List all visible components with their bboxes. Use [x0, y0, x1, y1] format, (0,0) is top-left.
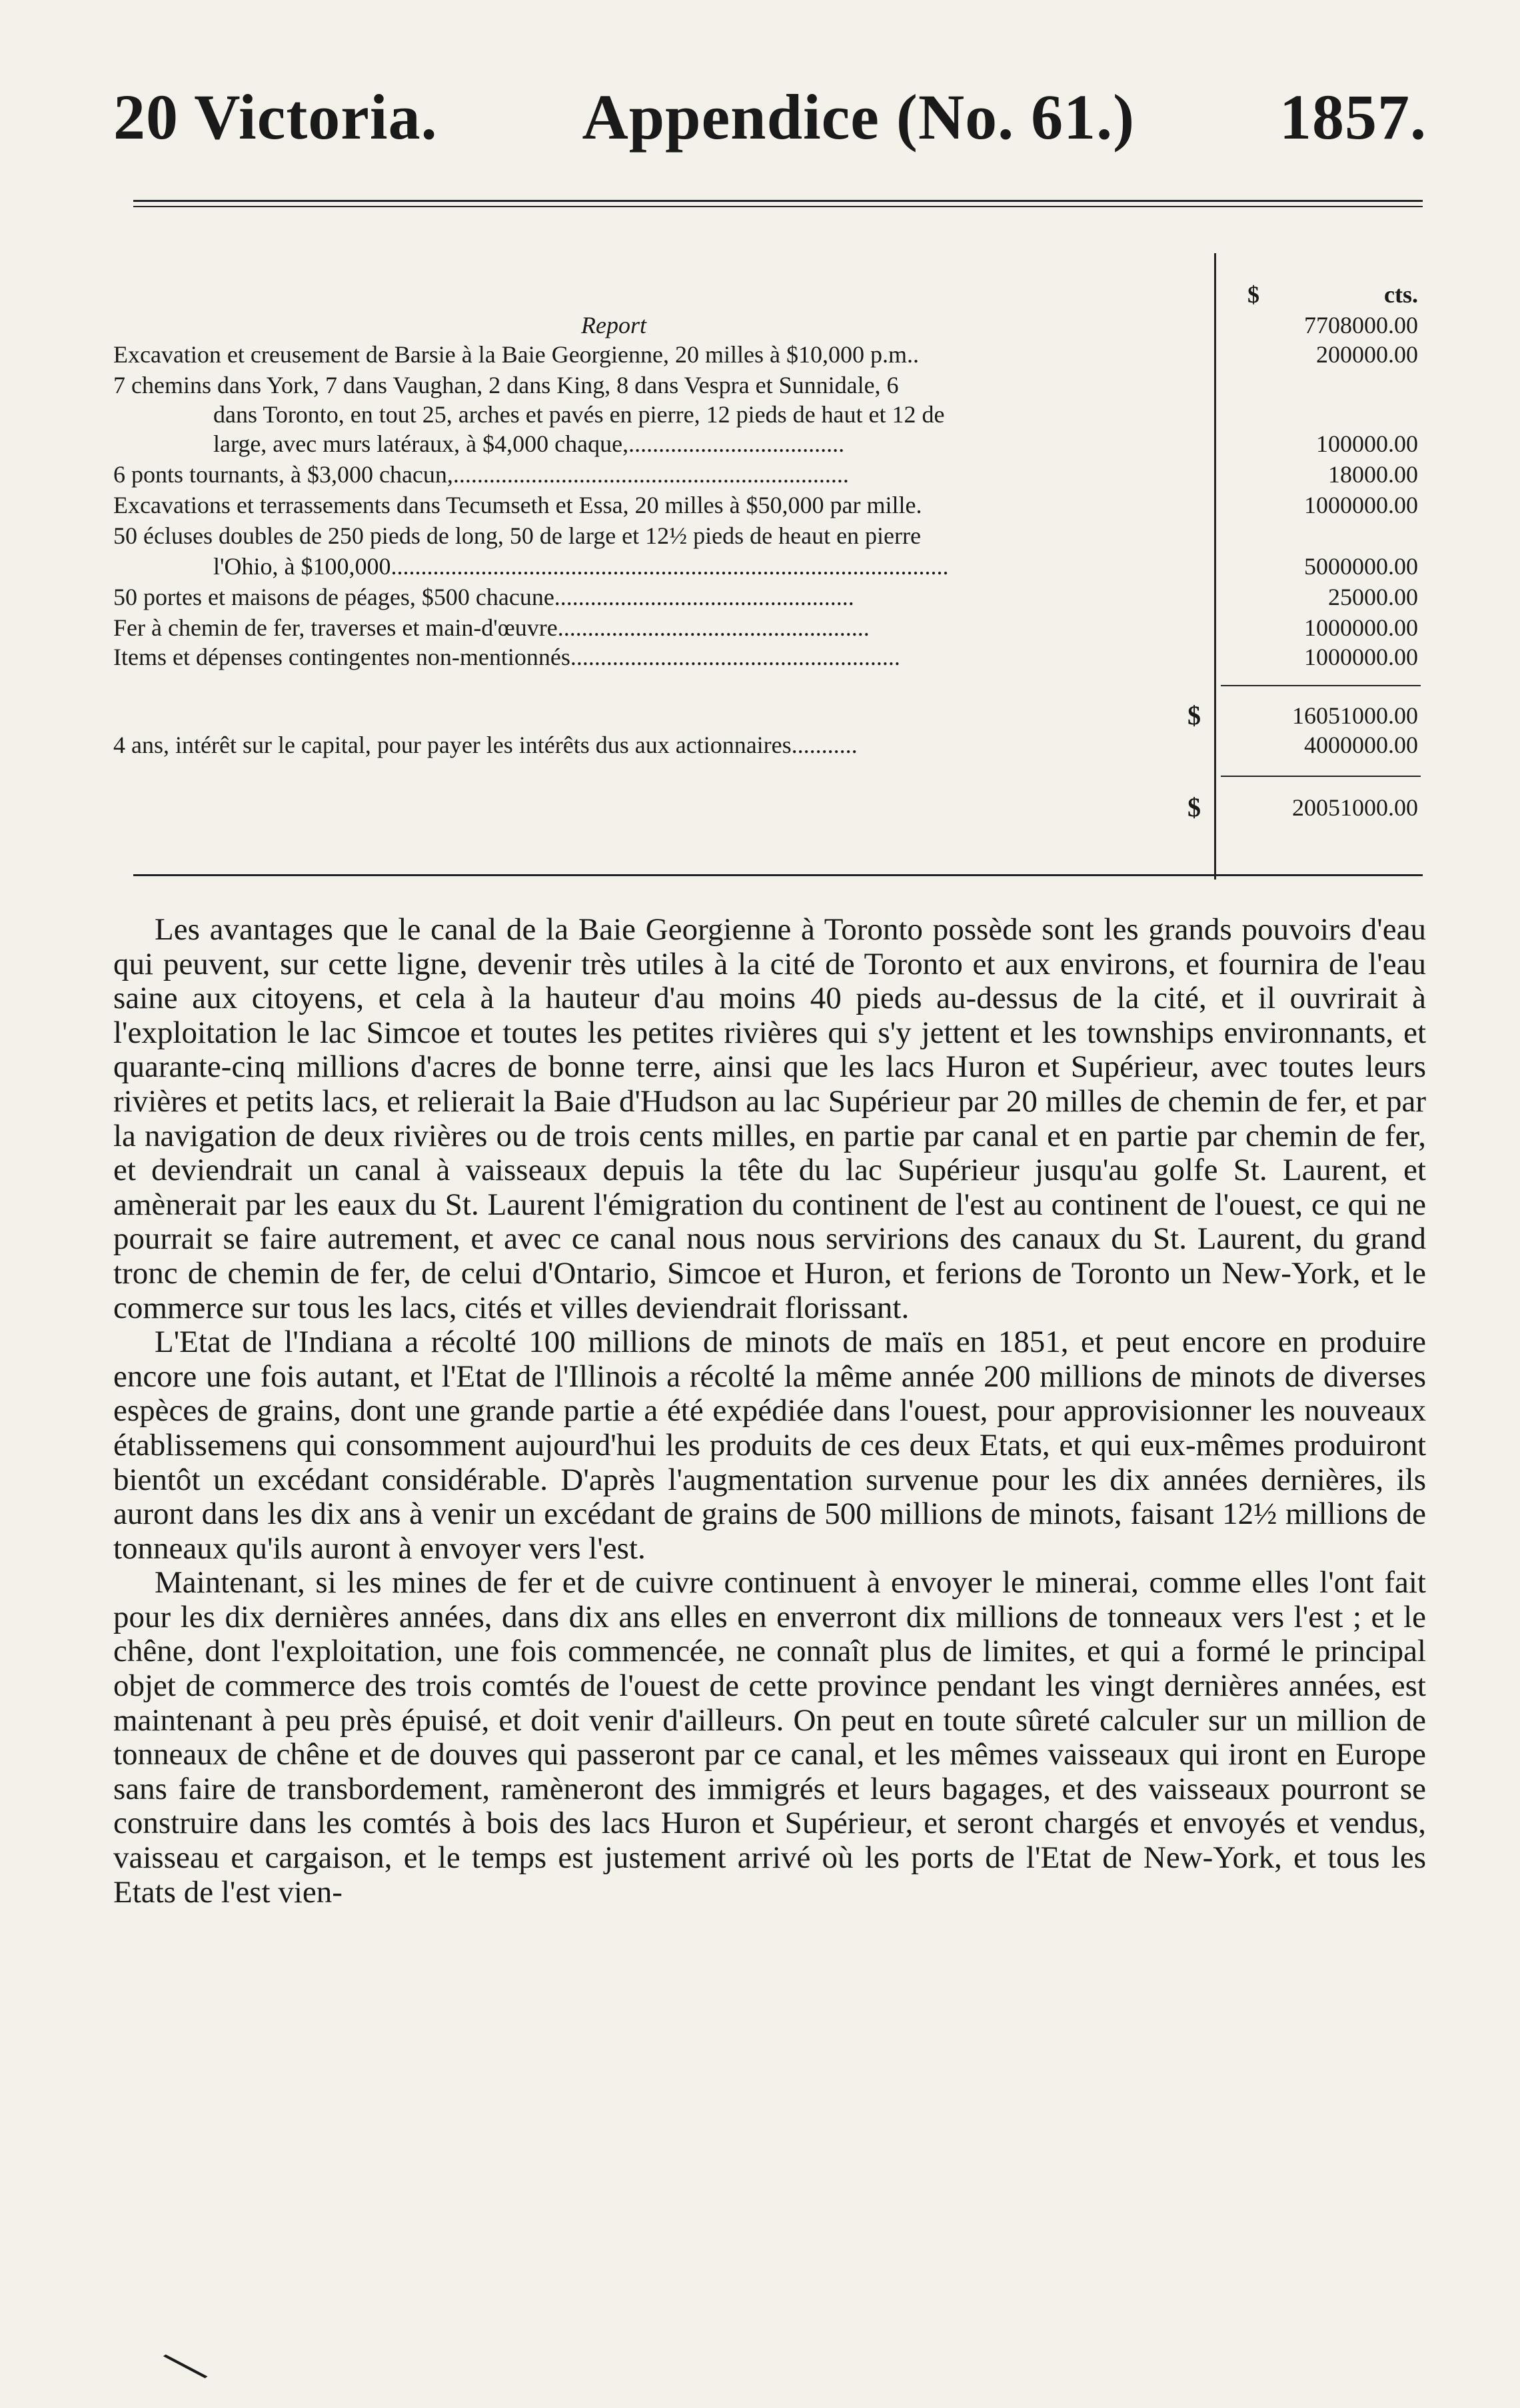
page-header [113, 80, 1427, 154]
row-desc: 50 portes et maisons de péages, $500 chacune.................................................. [113, 584, 854, 610]
row-desc: 50 écluses doubles de 250 pieds de long, 50 de large et 12½ pieds de heaut en pierre [113, 522, 921, 549]
header-year: 1857. [1279, 81, 1427, 153]
header-rule [133, 200, 1423, 207]
row-desc: dans Toronto, en tout 25, arches et pavés en pierre, 12 pieds de haut et 12 de [213, 401, 945, 428]
cents-head: cts. [1384, 281, 1418, 308]
total-symbol: $ [1187, 792, 1201, 822]
subtotal-rule [1221, 685, 1421, 686]
row-desc: Items et dépenses contingentes non-mentionnés....................................................... [113, 644, 900, 670]
row-amount: 18000.00 [1328, 461, 1418, 488]
column-divider [1214, 253, 1216, 880]
total-rule [1221, 776, 1421, 777]
paragraph: L'Etat de l'Indiana a récolté 100 millions de minots de maïs en 1851, et peut encore en produire encore une fois autant, et l'Etat de l'Illinois a récolté la même année 200 millions de minots de diverses espèces de grains, dont une grande partie a été expédiée dans l'ouest, pour approvisionner les nouveaux établissemens qui consomment aujourd'hui les produits de ces deux Etats, et qui eux-mêmes produiront bientôt un excédant considérable. D'après l'augmentation survenue pour les dix années dernières, ils auront dans les dix ans à venir un excédant de grains de 500 millions de minots, faisant 12½ millions de tonneaux qu'ils auront à envoyer vers l'est. [113, 1325, 1426, 1566]
row-desc: Fer à chemin de fer, traverses et main-d'œuvre.................................................... [113, 614, 870, 641]
paragraph: Maintenant, si les mines de fer et de cuivre continuent à envoyer le minerai, comme elles l'ont fait pour les dix dernières années, dans dix ans elles en enverront dix millions de tonneaux vers l'est ; et le chêne, dont l'exploitation, une fois commencée, ne connaît plus de limites, et qui a formé le principal objet de commerce des trois comtés de l'ouest de cette province pendant les vingt dernières années, est maintenant à peu près épuisé, et doit venir d'ailleurs. On peut en toute sûreté calculer sur un million de tonneaux de chêne et de douves qui passeront par ce canal, et les mêmes vaisseaux qui iront en Europe sans faire de transbordement, ramèneront des immigrés et leurs bagages, et des vaisseaux pourront se construire dans les comtés à bois des lacs Huron et Supérieur, et seront chargés et envoyés et vendus, vaisseau et cargaison, et le temps est justement arrivé où les ports de l'Etat de New-York, et tous les Etats de l'est vien- [113, 1565, 1426, 1910]
row-desc: large, avec murs latéraux, à $4,000 chaque,.................................... [213, 430, 845, 457]
interest-desc: 4 ans, intérêt sur le capital, pour payer les intérêts dus aux actionnaires........... [113, 732, 858, 758]
row-amount: 200000.00 [1316, 341, 1418, 368]
row-amount: 7708000.00 [1304, 312, 1418, 338]
row-amount: 1000000.00 [1304, 492, 1418, 518]
row-desc: l'Ohio, à $100,000............................................................................................. [213, 553, 949, 580]
row-amount: 1000000.00 [1304, 614, 1418, 641]
body-text [113, 913, 1426, 1910]
total-amount: 20051000.00 [1292, 794, 1418, 821]
interest-amount: 4000000.00 [1304, 732, 1418, 758]
row-desc: 7 chemins dans York, 7 dans Vaughan, 2 dans King, 8 dans Vespra et Sunnidale, 6 [113, 372, 899, 398]
row-desc: Excavations et terrassements dans Tecumseth et Essa, 20 milles à $50,000 par mille. [113, 492, 922, 518]
paragraph: Les avantages que le canal de la Baie Georgienne à Toronto possède sont les grands pouvoirs d'eau qui peuvent, sur cette ligne, devenir très utiles à la cité de Toronto et aux environs, et fournira de l'eau saine aux citoyens, et cela à la hauteur d'au moins 40 pieds au-dessus de la cité, et il ouvrirait à l'exploitation le lac Simcoe et toutes les petites rivières qui s'y jettent et les townships environnants, et quarante-cinq millions d'acres de bonne terre, ainsi que les lacs Huron et Supérieur, avec toutes leurs rivières et petits lacs, et relierait la Baie d'Hudson au lac Supérieur par 20 milles de chemin de fer, et par la navigation de deux rivières ou de trois cents milles, en partie par canal et en partie par chemin de fer, et deviendrait un canal à vaisseaux depuis la tête du lac Supérieur jusqu'au golfe St. Laurent, et amènerait par les eaux du St. Laurent l'émigration du continent de l'est au continent de l'ouest, ce qui ne pourrait se faire autrement, et avec ce canal nous nous servirions des canaux du St. Laurent, du grand tronc de chemin de fer, de celui d'Ontario, Simcoe et Huron, et ferions de Toronto un New-York, et le commerce sur tous les lacs, cités et villes deviendrait florissant. [113, 912, 1426, 1325]
currency-head: $ [1247, 281, 1259, 308]
row-desc: Report [581, 312, 646, 338]
row-amount: 25000.00 [1328, 584, 1418, 610]
header-session: 20 Victoria. [113, 81, 438, 153]
header-appendix: Appendice (No. 61.) [582, 81, 1136, 153]
row-amount: 1000000.00 [1304, 644, 1418, 670]
row-amount: 100000.00 [1316, 430, 1418, 457]
stray-mark: ╲ [164, 2343, 207, 2390]
table-bottom-rule [133, 874, 1423, 878]
row-desc: 6 ponts tournants, à $3,000 chacun,.................................................................. [113, 461, 849, 488]
row-amount: 5000000.00 [1304, 553, 1418, 580]
row-desc: Excavation et creusement de Barsie à la Baie Georgienne, 20 milles à $10,000 p.m.. [113, 341, 919, 368]
subtotal-symbol: $ [1187, 700, 1201, 730]
cost-table [113, 253, 1426, 886]
subtotal-amount: 16051000.00 [1292, 702, 1418, 729]
